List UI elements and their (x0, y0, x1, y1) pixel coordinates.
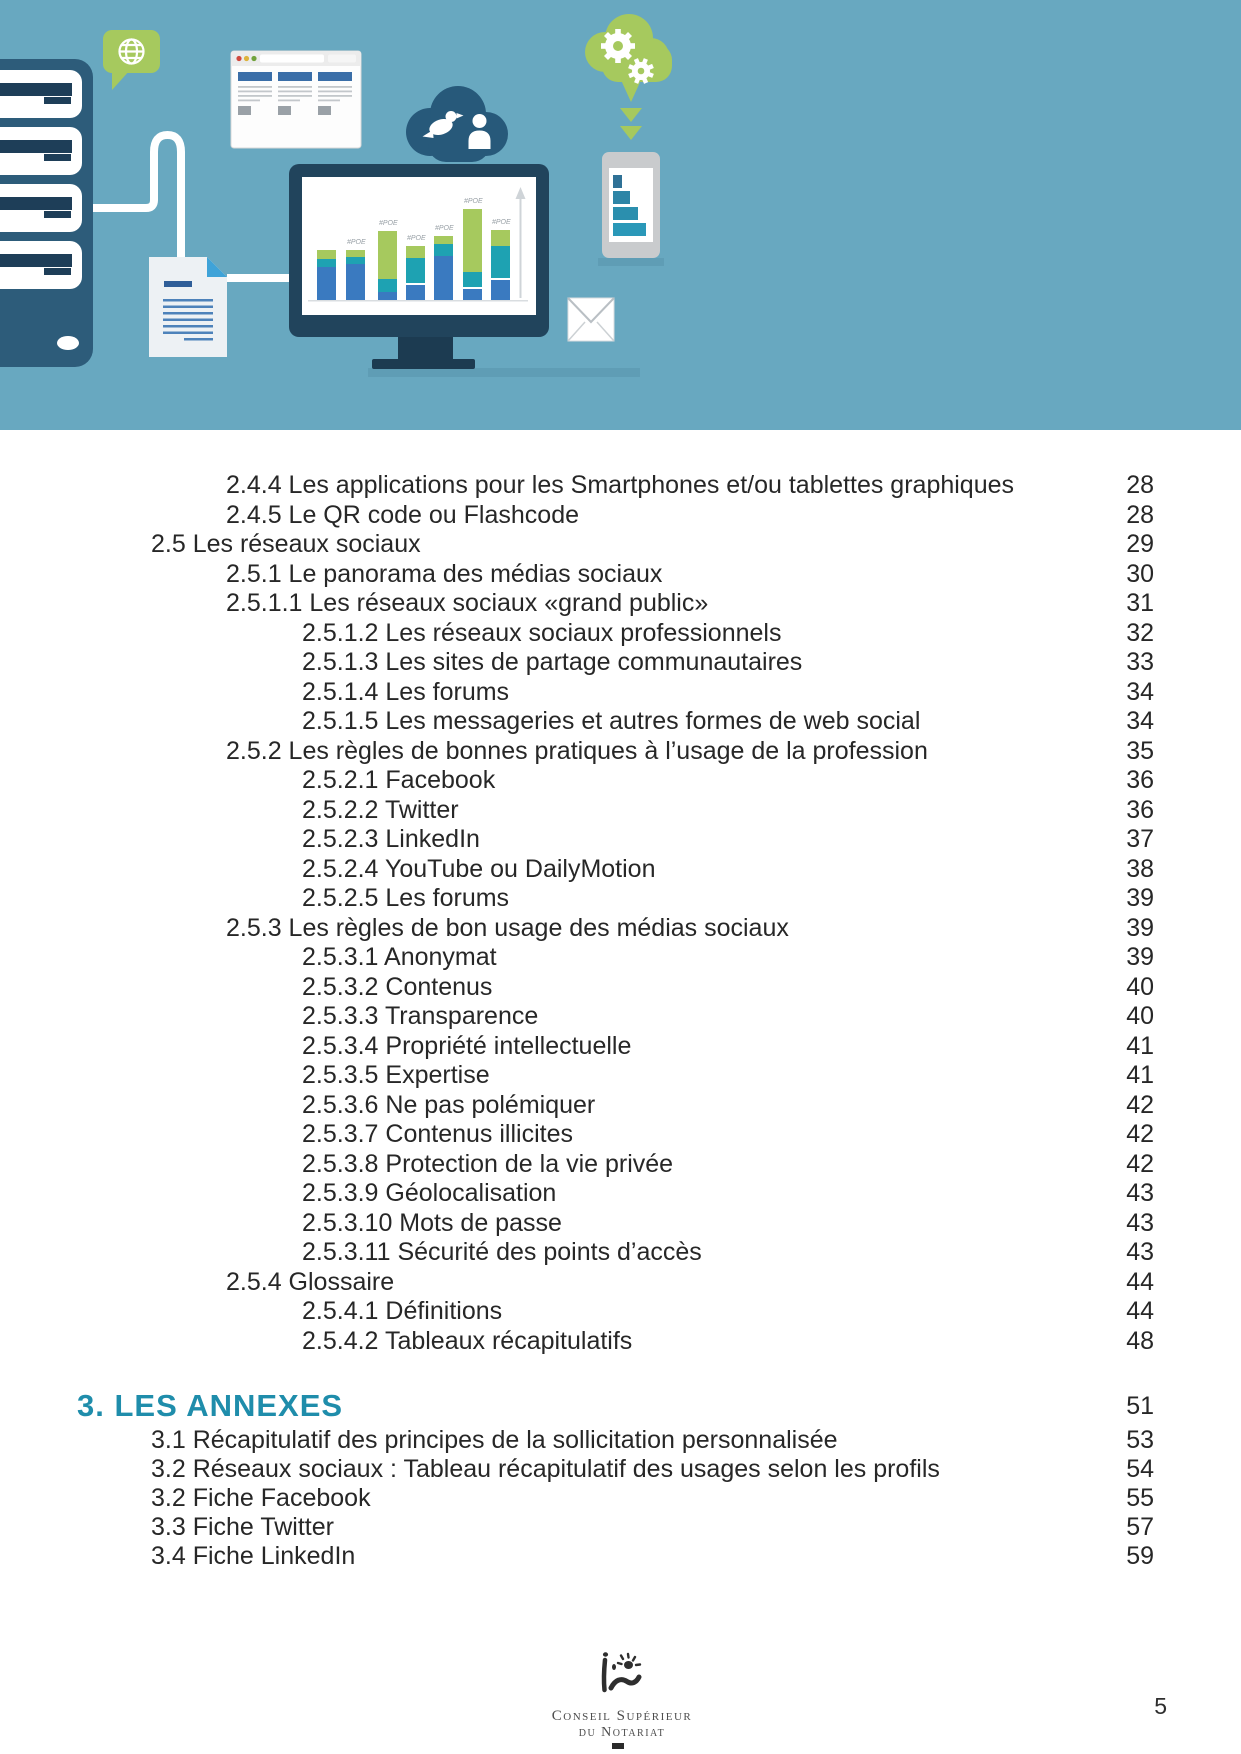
toc-entry-page: 33 (1126, 648, 1154, 676)
toc-entry-page: 42 (1126, 1090, 1154, 1119)
toc-entry-page: 41 (1126, 1061, 1154, 1089)
chart-bar-segment (434, 244, 453, 256)
toc-entry (0, 1061, 1154, 1091)
toc-entry (0, 1455, 1154, 1484)
toc-entry-page: 44 (1126, 1297, 1154, 1325)
browser-column-button (318, 106, 331, 115)
toc-entry-label: 2.5.3.11 Sécurité des points d’accès (302, 1238, 702, 1266)
chart-bar-segment (346, 264, 365, 300)
toc-entry-page: 39 (1126, 913, 1154, 942)
chart-bar-segment (317, 250, 336, 259)
toc-entry-label: 2.4.4 Les applications pour les Smartphones et/ou tablettes graphiques (226, 471, 1015, 499)
toc-entry-page: 36 (1126, 795, 1154, 824)
toc-entry-label: 2.5.1.5 Les messageries et autres formes de web social (302, 707, 921, 735)
chart-bar-segment (463, 272, 482, 287)
toc-entry-label: 2.5.3.3 Transparence (302, 1002, 539, 1030)
toc-entry (0, 1268, 1154, 1298)
toc-entry-label: 2.5.1 Le panorama des médias sociaux (226, 559, 663, 588)
toc-entry-label: 3.3 Fiche Twitter (151, 1513, 334, 1541)
toc-entry (0, 678, 1154, 708)
toc-entry (0, 766, 1154, 796)
chart-bar-segment (463, 289, 482, 300)
annexes-heading: 3. LES ANNEXES (77, 1388, 344, 1423)
toc-entry-page: 32 (1126, 618, 1154, 647)
toc-entry-page: 57 (1126, 1513, 1154, 1541)
banner (0, 0, 1241, 430)
toc-entry-label: 2.5.3.5 Expertise (302, 1061, 490, 1089)
toc-entry-page: 53 (1126, 1426, 1154, 1454)
toc-entry-label: 2.5.1.3 Les sites de partage communautaires (302, 648, 803, 676)
toc-entry (0, 1179, 1154, 1209)
toc-entry-label: 2.5.1.4 Les forums (302, 677, 510, 706)
chart-bar-segment (434, 236, 453, 244)
toc-entry (0, 619, 1154, 649)
chart-bar-label: #POE (492, 219, 511, 226)
toc-entry-page: 48 (1126, 1326, 1154, 1355)
chart-bar-segment (317, 267, 336, 300)
chart-bar-label: #POE (407, 235, 426, 242)
monitor-chart-icon (289, 164, 549, 369)
toc-entry (0, 884, 1154, 914)
toc-entry-page: 55 (1126, 1484, 1154, 1512)
toc-entry-page: 43 (1126, 1208, 1154, 1237)
chart-bar-label: #POE (435, 225, 454, 232)
toc-entry (0, 1238, 1154, 1268)
toc-entry-label: 2.5.2.1 Facebook (302, 766, 496, 794)
csn-logo-icon (594, 1651, 646, 1706)
toc-entry-label: 2.5 Les réseaux sociaux (151, 530, 421, 558)
toc-entry-label: 2.5.3.9 Géolocalisation (302, 1179, 557, 1207)
toc-entry-label: 2.5.3.4 Propriété intellectuelle (302, 1031, 632, 1060)
toc-entry (0, 1426, 1154, 1455)
browser-url-field (260, 55, 324, 63)
toc-entry-label: 2.5.2 Les règles de bonnes pratiques à l’usage de la profession (226, 736, 928, 765)
toc-entry (0, 1150, 1154, 1180)
toc-entry (0, 1120, 1154, 1150)
monitor-stand-neck (398, 337, 453, 359)
browser-column-button (238, 106, 251, 115)
monitor-shadow (368, 368, 640, 377)
browser-window-icon (231, 51, 361, 148)
toc-entry-label: 2.5.3.10 Mots de passe (302, 1208, 562, 1237)
phone-shadow (598, 258, 664, 266)
chart-bar-segment (406, 258, 425, 283)
toc-entry-page: 30 (1126, 559, 1154, 588)
toc-entry-label: 2.5.3 Les règles de bon usage des médias sociaux (226, 913, 789, 942)
toc-entry (0, 914, 1154, 944)
chart-bar-segment (346, 257, 365, 264)
toc-entry-page: 31 (1126, 589, 1154, 617)
server-icon (0, 59, 93, 367)
toc-entry (0, 1091, 1154, 1121)
toc-entry (0, 707, 1154, 737)
toc-entry-page: 59 (1126, 1542, 1154, 1570)
chart-bar-segment (346, 250, 365, 257)
browser-column-header (318, 72, 352, 81)
chart-bar-label: #POE (464, 198, 483, 205)
phone-chart-bar (613, 175, 622, 188)
toc-entry-page: 40 (1126, 972, 1154, 1001)
toc-entry (0, 825, 1154, 855)
chart-bar-segment (463, 287, 482, 289)
chart-bar-segment (463, 209, 482, 272)
phone-chart-bar (613, 207, 638, 220)
toc-entry (0, 501, 1154, 531)
chart-bar-segment (491, 246, 510, 278)
globe-speech-bubble-icon (103, 30, 160, 90)
toc-entry-page: 44 (1126, 1267, 1154, 1296)
toc-entry-label: 2.5.3.6 Ne pas polémiquer (302, 1090, 596, 1119)
chart-bar-segment (406, 285, 425, 300)
smartphone-chart-icon (602, 152, 660, 258)
footer-cutoff-mark (612, 1743, 624, 1749)
chart-bar-segment (378, 231, 397, 279)
toc-entry-page: 40 (1126, 1002, 1154, 1030)
connector-line-server-document (82, 135, 181, 260)
gear-cloud-icon (585, 14, 672, 140)
toc-entry (0, 1002, 1154, 1032)
toc-entry-page: 42 (1126, 1149, 1154, 1178)
document-fold (207, 257, 227, 277)
toc-entry (0, 1513, 1154, 1542)
footer-logo-line1: Conseil Supérieur (551, 1708, 693, 1724)
toc-entry (0, 1209, 1154, 1239)
toc-entry-page: 28 (1126, 500, 1154, 529)
toc-entry (0, 471, 1154, 501)
toc-entry-label: 2.4.5 Le QR code ou Flashcode (226, 500, 580, 529)
toc-entry (0, 737, 1154, 767)
toc-entry (0, 973, 1154, 1003)
browser-column-header (278, 72, 312, 81)
toc-entry-label: 2.5.4.2 Tableaux récapitulatifs (302, 1326, 633, 1355)
table-of-contents (0, 471, 1154, 1571)
toc-entry-page: 36 (1126, 766, 1154, 794)
toc-entry-page: 29 (1126, 530, 1154, 558)
toc-entry-label: 2.5.3.1 Anonymat (302, 943, 497, 971)
toc-entry (0, 560, 1154, 590)
toc-entry-label: 2.5.3.7 Contenus illicites (302, 1120, 573, 1148)
toc-entry-page: 39 (1126, 943, 1154, 971)
toc-entry-page: 28 (1126, 471, 1154, 499)
toc-entry-label: 2.5.2.5 Les forums (302, 884, 510, 912)
browser-column-header (238, 72, 272, 81)
toc-entry-page: 38 (1126, 854, 1154, 883)
toc-entry-page: 43 (1126, 1238, 1154, 1266)
chart-bar-label: #POE (379, 220, 398, 227)
server-light (57, 336, 79, 350)
toc-entry-label: 2.5.3.8 Protection de la vie privée (302, 1149, 674, 1178)
chart-bar-segment (378, 292, 397, 300)
toc-entry-label: 3.1 Récapitulatif des principes de la sollicitation personnalisée (151, 1426, 838, 1454)
toc-entry (0, 1032, 1154, 1062)
toc-entry-label: 2.5.3.2 Contenus (302, 972, 493, 1001)
toc-entry (0, 855, 1154, 885)
banner-illustration (0, 0, 1241, 430)
chart-bar-segment (491, 278, 510, 280)
chart-bar-segment (491, 280, 510, 300)
toc-entry-label: 2.5.2.4 YouTube ou DailyMotion (302, 854, 656, 883)
toc-entry-page: 41 (1126, 1031, 1154, 1060)
toc-entry (0, 1542, 1154, 1571)
toc-entry (0, 943, 1154, 973)
download-arrow-icon (620, 126, 642, 140)
toc-entry-label: 3.4 Fiche LinkedIn (151, 1542, 356, 1570)
chart-bar-segment (406, 246, 425, 258)
chart-bar-segment (406, 283, 425, 285)
chart-bar-segment (491, 230, 510, 246)
toc-entry (0, 648, 1154, 678)
document-icon (149, 257, 227, 357)
toc-entry (0, 530, 1154, 560)
toc-entry-label: 2.5.4.1 Définitions (302, 1297, 503, 1325)
chart-bar-segment (378, 279, 397, 292)
toc-entry-page: 35 (1126, 736, 1154, 765)
toc-entry-page: 51 (1126, 1392, 1154, 1420)
chart-bar-label: #POE (347, 239, 366, 246)
envelope-icon (568, 298, 614, 341)
toc-entry (0, 1327, 1154, 1357)
phone-chart-bar (613, 223, 646, 236)
toc-entry-label: 3.2 Fiche Facebook (151, 1484, 371, 1512)
gear-icon (601, 29, 635, 63)
toc-entry-page: 34 (1126, 677, 1154, 706)
browser-maximize-dot (251, 56, 256, 61)
toc-entry-label: 2.5.1.1 Les réseaux sociaux «grand public» (226, 589, 709, 617)
monitor-stand-base (372, 359, 475, 369)
browser-minimize-dot (244, 56, 249, 61)
toc-entry (0, 1484, 1154, 1513)
chart-bar-segment (434, 256, 453, 300)
toc-entry-page: 34 (1126, 707, 1154, 735)
toc-entry-label: 2.5.2.2 Twitter (302, 795, 459, 824)
toc-entry-label: 2.5.2.3 LinkedIn (302, 825, 480, 853)
toc-entry (0, 589, 1154, 619)
toc-entry-page: 54 (1126, 1455, 1154, 1483)
toc-entry-page: 43 (1126, 1179, 1154, 1207)
browser-column-button (278, 106, 291, 115)
toc-entry (0, 796, 1154, 826)
annexes-heading-row (0, 1386, 1154, 1426)
toc-entry-page: 39 (1126, 884, 1154, 912)
browser-close-dot (236, 56, 241, 61)
download-arrow-icon (620, 108, 642, 122)
toc-entry-page: 37 (1126, 825, 1154, 853)
toc-entry-label: 3.2 Réseaux sociaux : Tableau récapitulatif des usages selon les profils (151, 1455, 940, 1483)
page-number: 5 (1154, 1693, 1167, 1719)
twitter-cloud-icon (406, 86, 508, 162)
toc-entry-label: 2.5.1.2 Les réseaux sociaux professionnels (302, 618, 782, 647)
toc-entry-label: 2.5.4 Glossaire (226, 1267, 395, 1296)
toc-entry-page: 42 (1126, 1120, 1154, 1148)
toc-entry (0, 1297, 1154, 1327)
footer-logo-line2: du Notariat (578, 1725, 666, 1740)
phone-chart-bar (613, 191, 630, 204)
chart-bar-segment (317, 259, 336, 267)
